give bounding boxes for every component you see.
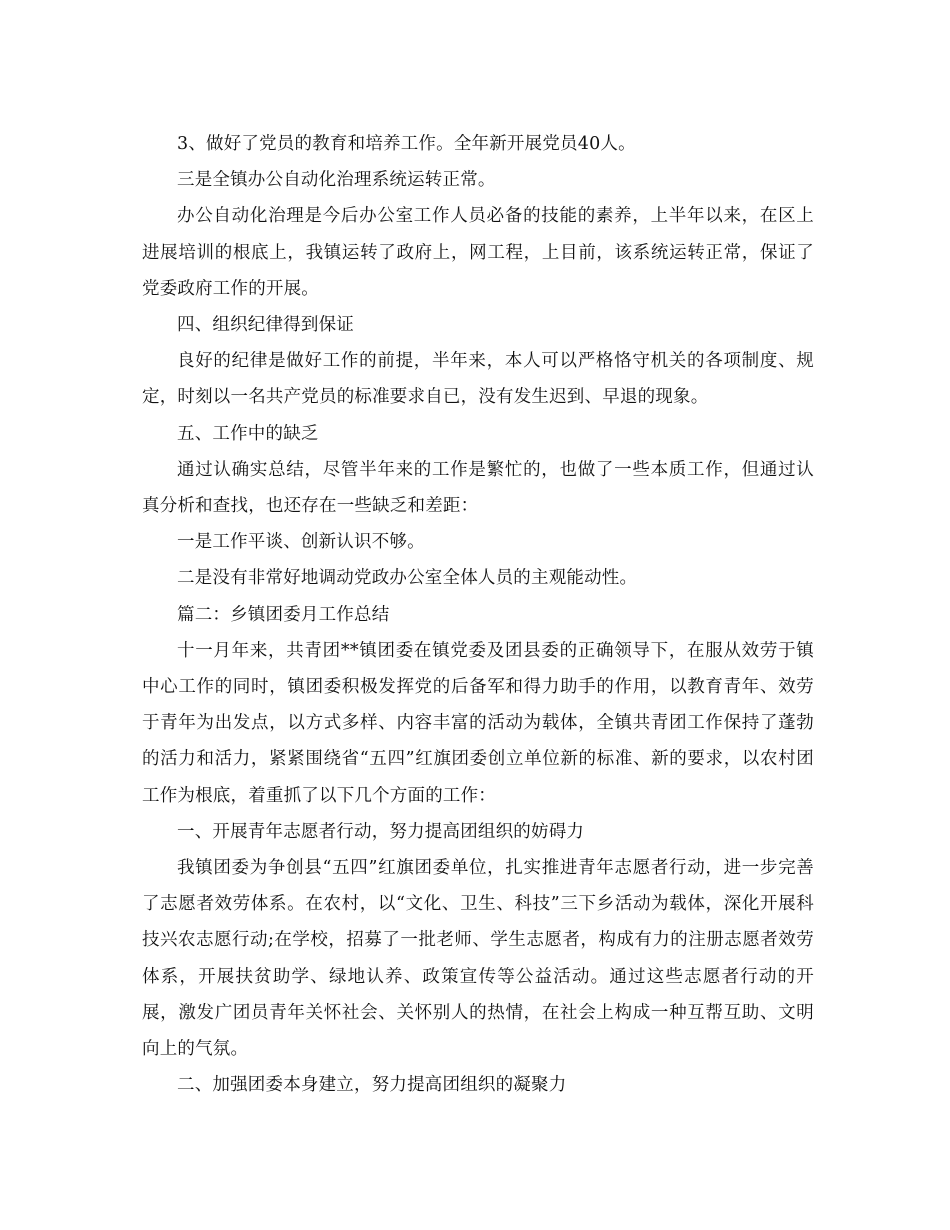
section-heading-volunteer-action: 一、开展青年志愿者行动，努力提高团组织的妨碍力	[177, 821, 585, 842]
paragraph-volunteer-action-body: 我镇团委为争创县“五四”红旗团委单位，扎实推进青年志愿者行动，进一步完善了志愿者效劳体系。在农村，以“文化、卫生、科技”三下乡活动为载体，深化开展科技兴农志愿行动;在学校，招募了一批老师、学生志愿者，构成有力的注册志愿者效劳体系，开展扶贫助学、绿地认养、政策宣传等公益活动。通过这些志愿者行动的开展，激发广团员青年关怀社会、关怀别人的热情，在社会上构成一种互帮互助、文明向上的气氛。	[142, 858, 814, 1060]
paragraph-office-automation-heading: 三是全镇办公自动化治理系统运转正常。	[177, 170, 496, 191]
paragraph-shortcoming-two: 二是没有非常好地调动党政办公室全体人员的主观能动性。	[177, 568, 638, 589]
article-title-part-two: 篇二：乡镇团委月工作总结	[177, 604, 390, 625]
section-heading-shortcomings: 五、工作中的缺乏	[177, 423, 319, 444]
paragraph-office-automation-body: 办公自动化治理是今后办公室工作人员必备的技能的素养，上半年以来，在区上进展培训的根底上，我镇运转了政府上，网工程，上目前，该系统运转正常，保证了党委政府工作的开展。	[142, 206, 814, 299]
document-body	[142, 126, 814, 1103]
paragraph-party-member-training: 3、做好了党员的教育和培养工作。全年新开展党员40人。	[177, 134, 636, 154]
paragraph-shortcoming-one: 一是工作平谈、创新认识不够。	[177, 532, 425, 553]
paragraph-youth-league-intro: 十一月年来，共青团**镇团委在镇党委及团县委的正确领导下，在服从效劳于镇中心工作的同时，镇团委积极发挥党的后备军和得力助手的作用，以教育青年、效劳于青年为出发点，以方式多样、内容丰富的活动为载体，全镇共青团工作保持了蓬勃的活力和活力，紧紧围绕省“五四”红旗团委创立单位新的标准、新的要求，以农村团工作为根底，着重抓了以下几个方面的工作：	[142, 640, 814, 806]
paragraph-shortcomings-body: 通过认确实总结，尽管半年来的工作是繁忙的，也做了一些本质工作，但通过认真分析和查找，也还存在一些缺乏和差距：	[142, 459, 814, 517]
paragraph-discipline-body: 良好的纪律是做好工作的前提，半年来，本人可以严格恪守机关的各项制度、规定，时刻以一名共产党员的标准要求自已，没有发生迟到、早退的现象。	[142, 351, 814, 408]
section-heading-discipline: 四、组织纪律得到保证	[177, 315, 354, 336]
section-heading-league-building: 二、加强团委本身建立，努力提高团组织的凝聚力	[177, 1075, 567, 1096]
